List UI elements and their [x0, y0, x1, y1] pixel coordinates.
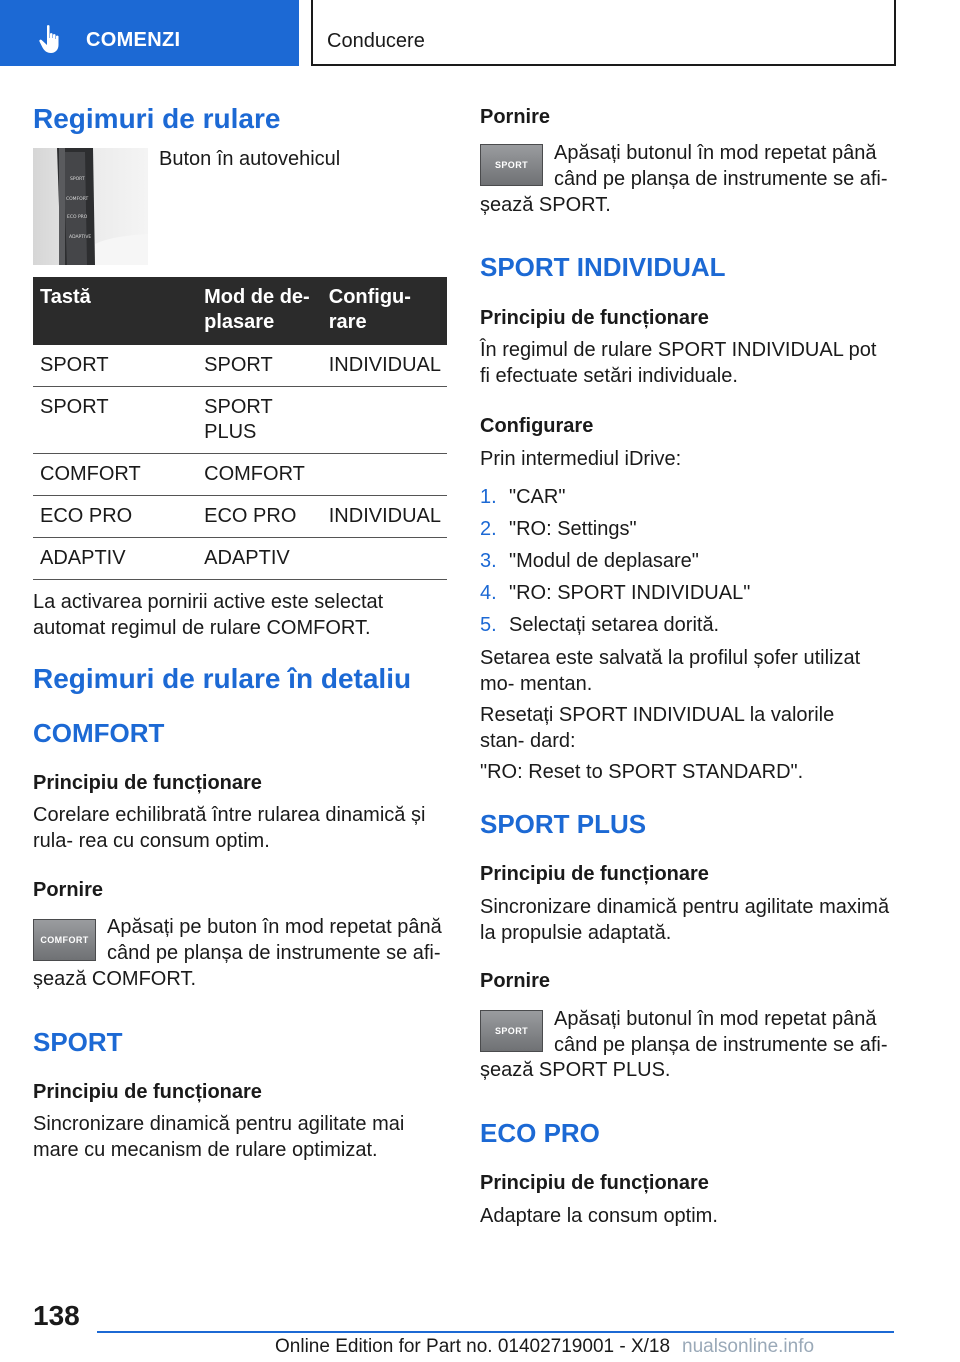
activation-note: La activarea pornirii active este selectat automat regimul de rulare COMFORT. — [33, 591, 384, 639]
list-item-number: 3. — [480, 550, 497, 572]
comfort-principle-text: Corelare echilibrată între rularea dinamică și rula- rea cu consum optim. — [33, 804, 426, 852]
photo-label-adaptive: ADAPTIVE — [69, 235, 92, 240]
config-heading: Configurare — [480, 415, 594, 437]
table-row — [33, 387, 447, 454]
table-cell: SPORT — [197, 345, 322, 387]
footer-divider — [97, 1331, 894, 1333]
hand-pointer-icon — [38, 24, 66, 54]
sport-plus-principle-text: Sincronizare dinamică pentru agilitate maximă la propulsie adaptată. — [480, 896, 890, 944]
list-item-text: Selectați setarea dorită. — [509, 614, 720, 636]
table-cell — [322, 454, 447, 496]
comfort-title: COMFORT — [33, 718, 165, 748]
eco-pro-principle-heading: Principiu de funcționare — [480, 1172, 709, 1194]
table-header-cell: Configu- rare — [322, 277, 447, 345]
photo-label-eco-pro: ECO PRO — [67, 215, 88, 220]
reset-note: Resetați SPORT INDIVIDUAL la valorile stan- dard: — [480, 704, 835, 752]
list-item — [480, 580, 750, 606]
list-item-text: "RO: SPORT INDIVIDUAL" — [509, 582, 751, 604]
section-header — [311, 0, 896, 66]
table-header-cell: Tastă — [33, 277, 197, 345]
detail-title: Regimuri de rulare în detaliu — [33, 663, 412, 694]
list-item-text: "CAR" — [509, 486, 566, 508]
list-item-text: "RO: Settings" — [509, 518, 637, 540]
list-item — [480, 612, 719, 638]
table-row — [33, 454, 447, 496]
sport-plus-start-text-2: când pe planșa de instrumente se afi- — [554, 1034, 888, 1056]
sport-start-heading: Pornire — [480, 106, 551, 128]
chapter-tab-label: COMENZI — [86, 29, 181, 51]
sport-plus-button-image — [480, 1010, 543, 1052]
comfort-start-text-2: când pe planșa de instrumente se afi- — [107, 942, 441, 964]
table-cell: ADAPTIV — [197, 538, 322, 580]
eco-pro-title: ECO PRO — [480, 1118, 600, 1148]
sport-plus-start-text-1: Apăsați butonul în mod repetat până — [554, 1008, 877, 1030]
photo-label-comfort: COMFORT — [66, 197, 89, 202]
list-item-number: 2. — [480, 518, 497, 540]
table-cell — [322, 538, 447, 580]
page-number: 138 — [33, 1300, 80, 1331]
sport-plus-principle-heading: Principiu de funcționare — [480, 863, 709, 885]
table-cell: ADAPTIV — [33, 538, 197, 580]
table-header-cell: Mod de de- plasare — [197, 277, 322, 345]
drive-mode-switch-photo — [33, 148, 148, 265]
sport-plus-button-label: SPORT — [494, 1026, 528, 1036]
photo-label-sport: SPORT — [70, 177, 85, 182]
table-cell: SPORT PLUS — [197, 387, 322, 454]
list-item-number: 5. — [480, 614, 497, 636]
list-item — [480, 516, 637, 542]
sport-start-text-1: Apăsați butonul în mod repetat până — [554, 142, 877, 164]
sport-button-label: SPORT — [494, 160, 528, 170]
sport-start-text-3: șează SPORT. — [480, 194, 611, 216]
comfort-principle-heading: Principiu de funcționare — [33, 772, 262, 794]
sport-principle-text: Sincronizare dinamică pentru agilitate mai mare cu mecanism de rulare optimizat. — [33, 1113, 405, 1161]
config-intro: Prin intermediul iDrive: — [480, 448, 682, 470]
sport-individual-principle-heading: Principiu de funcționare — [480, 307, 709, 329]
list-item-text: "Modul de deplasare" — [509, 550, 699, 572]
list-item — [480, 548, 699, 574]
comfort-start-text-1: Apăsați pe buton în mod repetat până — [107, 916, 442, 938]
sport-plus-start-heading: Pornire — [480, 970, 551, 992]
page-title: Regimuri de rulare — [33, 103, 281, 134]
table-row — [33, 345, 447, 387]
chapter-tab[interactable] — [0, 0, 299, 66]
sport-individual-principle-text: În regimul de rulare SPORT INDIVIDUAL pot fi efectuate setări individuale. — [480, 339, 877, 387]
table-row — [33, 538, 447, 580]
list-item-number: 1. — [480, 486, 497, 508]
table-cell: ECO PRO — [33, 496, 197, 538]
comfort-start-text-3: șează COMFORT. — [33, 968, 196, 990]
section-title: Conducere — [327, 30, 425, 52]
table-cell — [322, 387, 447, 454]
table-cell: COMFORT — [197, 454, 322, 496]
table-cell: ECO PRO — [197, 496, 322, 538]
sport-start-text-2: când pe planșa de instrumente se afi- — [554, 168, 888, 190]
sport-individual-title: SPORT INDIVIDUAL — [480, 252, 726, 282]
sport-button-image — [480, 144, 543, 186]
table-row — [33, 496, 447, 538]
table-cell: SPORT — [33, 345, 197, 387]
table-cell: SPORT — [33, 387, 197, 454]
list-item — [480, 484, 565, 510]
list-item-number: 4. — [480, 582, 497, 604]
footer-edition: Online Edition for Part no. 01402719001 - X/18 — [275, 1336, 671, 1357]
table-cell: INDIVIDUAL — [322, 345, 447, 387]
sport-principle-heading: Principiu de funcționare — [33, 1081, 262, 1103]
table-cell: INDIVIDUAL — [322, 496, 447, 538]
saved-note: Setarea este salvată la profilul șofer utilizat mo- mentan. — [480, 647, 861, 695]
table-cell: COMFORT — [33, 454, 197, 496]
sport-title: SPORT — [33, 1027, 123, 1057]
eco-pro-principle-text: Adaptare la consum optim. — [480, 1205, 718, 1227]
sport-plus-title: SPORT PLUS — [480, 809, 647, 839]
watermark: nualsonline.info — [682, 1336, 815, 1357]
sport-plus-start-text-3: șează SPORT PLUS. — [480, 1059, 671, 1081]
comfort-button-image — [33, 919, 96, 961]
button-caption: Buton în autovehicul — [159, 148, 341, 170]
reset-path: "RO: Reset to SPORT STANDARD". — [480, 761, 804, 783]
comfort-button-label: COMFORT — [40, 935, 89, 945]
drive-modes-table — [33, 277, 447, 580]
switch-illustration — [33, 148, 148, 265]
comfort-start-heading: Pornire — [33, 879, 104, 901]
table-header-row — [33, 277, 447, 345]
